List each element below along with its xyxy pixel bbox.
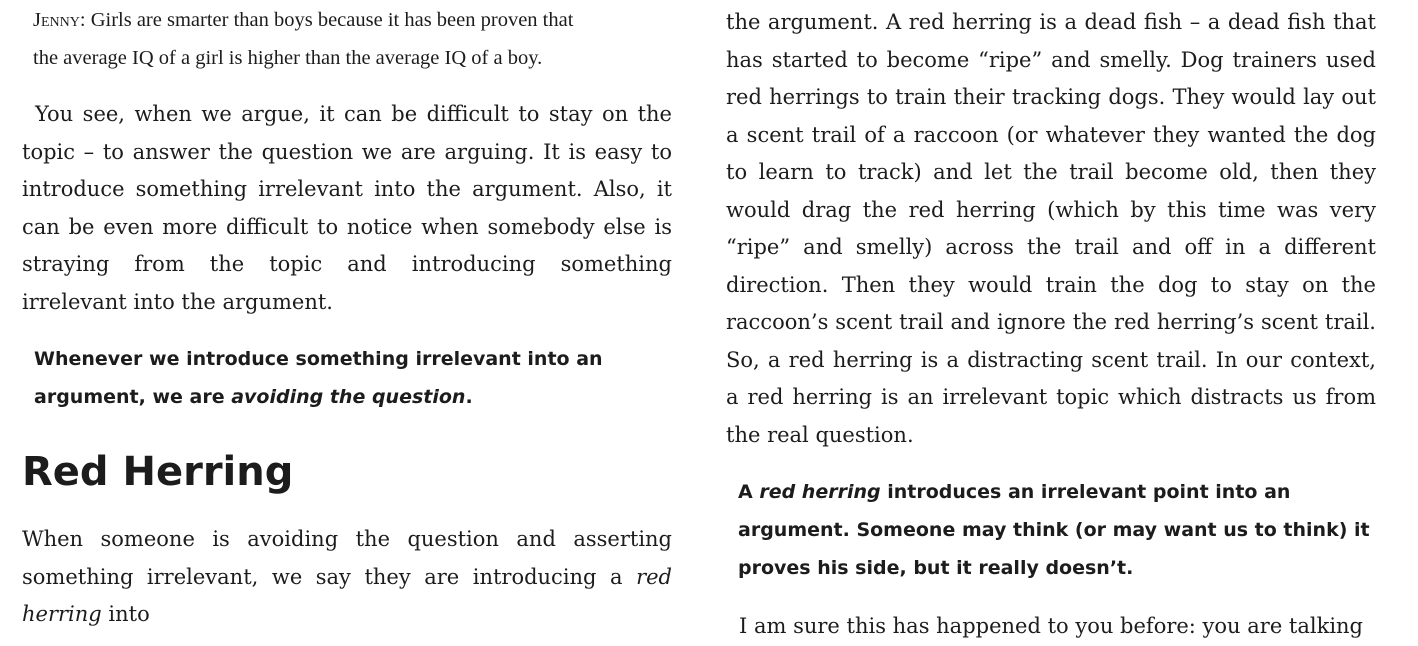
paragraph-red-herring-intro xyxy=(22,521,672,634)
left-column xyxy=(22,0,672,634)
paragraph-avoiding-question: You see, when we argue, it can be difficult to stay on the topic – to answer the question we are arguing. It is easy to introduce something irrelevant into the argument. Also, it can be even more difficult to notice when somebody else is straying from the topic and introducing something irrelevant into the argument. xyxy=(22,102,672,314)
callout-tail: introduces an irrelevant point into an argument. Someone may think (or may want us to think) it proves his side, but it really doesn’t. xyxy=(738,481,1370,579)
dialogue-block xyxy=(22,0,672,77)
callout-lead: A xyxy=(738,481,760,503)
callout-avoiding-question xyxy=(22,340,672,416)
paragraph-tail: into xyxy=(101,602,150,626)
paragraph-example-intro: I am sure this has happened to you before: you are talking xyxy=(739,614,1364,638)
dialogue-line-1 xyxy=(33,1,672,39)
paragraph-lead: When someone is avoiding the question and asserting something irrelevant, we say they are introducing a xyxy=(22,527,672,589)
paragraph-red-herring-definition: the argument. A red herring is a dead fish – a dead fish that has started to become “ripe” and smelly. Dog trainers used red herrings to train their tracking dogs. They would lay out a scent trail of a raccoon (or whatever they wanted the dog to learn to track) and let the trail become old, then they would drag the red herring (which by this time was very “ripe” and smelly) across the trail and off in a different direction. Then they would train the dog to stay on the raccoon’s scent trail and ignore the red herring’s scent trail. So, a red herring is a distracting scent trail. In our context, a red herring is an irrelevant topic which distracts us from the real question. xyxy=(726,10,1376,447)
dialogue-speaker: Jenny xyxy=(33,9,80,31)
dialogue-text-1: : Girls are smarter than boys because it has been proven that xyxy=(79,9,574,31)
callout-lead: Whenever we introduce something irrelevant into an argument, we are xyxy=(34,348,603,408)
callout-red-herring xyxy=(726,473,1376,587)
dialogue-text-2: the average IQ of a girl is higher than the average IQ of a boy. xyxy=(33,47,543,69)
callout-tail: . xyxy=(465,386,473,408)
callout-emphasis: red herring xyxy=(759,481,881,503)
paragraph-emphasis: red herring xyxy=(22,564,672,626)
callout-emphasis: avoiding the question xyxy=(231,386,466,408)
dialogue-line-2 xyxy=(33,39,672,77)
right-column xyxy=(726,0,1376,646)
section-heading: Red Herring xyxy=(22,449,294,495)
